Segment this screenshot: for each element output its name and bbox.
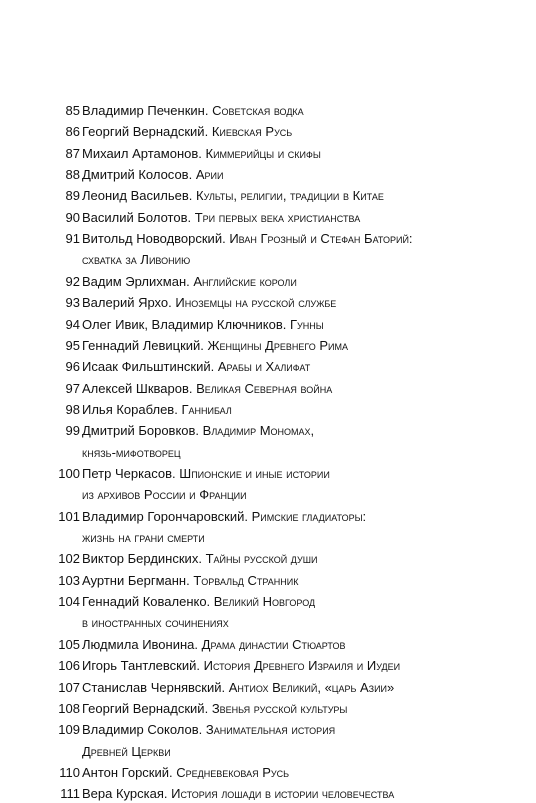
item-number: 102 bbox=[58, 551, 80, 567]
item-line bbox=[82, 357, 310, 376]
item-line bbox=[82, 315, 324, 334]
item-number: 105 bbox=[58, 636, 80, 652]
item-author: Владимир Печенкин. bbox=[82, 103, 209, 118]
item-title: Римские гладиаторы: bbox=[251, 508, 367, 524]
item-author: Геннадий Коваленко. bbox=[82, 594, 211, 610]
item-title: Иноземцы на русской службе bbox=[175, 295, 337, 311]
item-line bbox=[82, 720, 335, 739]
item-title: Великий Новгород bbox=[213, 594, 316, 610]
item-line bbox=[82, 293, 336, 312]
item-number: 88 bbox=[65, 167, 80, 183]
item-title: Киммерийцы и скифы bbox=[205, 145, 321, 161]
item-author: Исаак Фильштинский. bbox=[82, 359, 215, 375]
item-title: Средневековая Русь bbox=[176, 764, 290, 780]
item-title: История Древнего Израиля и Иудеи bbox=[203, 658, 401, 674]
item-title: Арабы и Халифат bbox=[217, 359, 311, 375]
item-line bbox=[82, 101, 304, 120]
item-number: 103 bbox=[58, 572, 80, 588]
item-author: Олег Ивик, Владимир Ключников. bbox=[82, 316, 287, 332]
item-line bbox=[82, 784, 394, 803]
item-title: Занимательная история bbox=[205, 722, 336, 738]
item-title: Звенья русской культуры bbox=[211, 700, 348, 716]
item-line bbox=[82, 272, 297, 291]
item-number: 98 bbox=[65, 401, 80, 417]
item-line bbox=[82, 400, 232, 419]
item-number: 97 bbox=[65, 380, 80, 396]
item-number: 95 bbox=[65, 337, 80, 353]
item-author: Вадим Эрлихман. bbox=[82, 273, 190, 289]
item-number: 104 bbox=[58, 594, 80, 610]
item-author: Владимир Горончаровский. bbox=[82, 508, 248, 524]
item-title: Ганнибал bbox=[181, 401, 232, 417]
item-number: 91 bbox=[65, 231, 80, 247]
item-number: 93 bbox=[65, 295, 80, 311]
item-author: Владимир Соколов. bbox=[82, 722, 203, 738]
item-number: 96 bbox=[65, 359, 80, 375]
item-number: 111 bbox=[60, 786, 80, 802]
item-line bbox=[82, 763, 289, 782]
item-line bbox=[82, 186, 384, 205]
item-title: Женщины Древнего Рима bbox=[207, 337, 348, 353]
item-number: 89 bbox=[65, 188, 80, 204]
item-author: Ауртни Бергманн. bbox=[82, 572, 190, 588]
item-title: Шпионские и иные истории bbox=[179, 466, 330, 481]
item-title: Советская водка bbox=[212, 103, 304, 118]
item-line bbox=[82, 549, 317, 568]
item-line bbox=[82, 464, 330, 483]
item-number: 106 bbox=[58, 658, 80, 674]
item-number: 100 bbox=[58, 466, 80, 481]
item-line bbox=[82, 208, 360, 227]
item-line bbox=[82, 421, 314, 440]
item-author: Илья Кораблев. bbox=[82, 401, 178, 417]
item-number: 99 bbox=[65, 423, 80, 439]
item-number: 108 bbox=[58, 700, 80, 716]
item-title: Великая Северная война bbox=[196, 380, 333, 396]
item-title: Английские короли bbox=[193, 273, 297, 289]
item-line bbox=[82, 592, 315, 611]
item-title: Антиох Великий, «царь Азии» bbox=[228, 679, 395, 695]
item-author: Дмитрий Колосов. bbox=[82, 167, 193, 183]
item-author: Антон Горский. bbox=[82, 764, 173, 780]
item-number: 85 bbox=[65, 103, 80, 118]
item-line bbox=[82, 656, 400, 675]
item-number: 92 bbox=[65, 273, 80, 289]
item-line bbox=[82, 635, 345, 654]
item-line bbox=[82, 165, 223, 184]
item-author: Вера Курская. bbox=[82, 786, 168, 802]
item-author: Игорь Тантлевский. bbox=[82, 658, 200, 674]
item-author: Витольд Новодворский. bbox=[82, 231, 226, 247]
item-author: Василий Болотов. bbox=[82, 209, 192, 225]
item-author: Людмила Ивонина. bbox=[82, 636, 199, 652]
item-title-continuation: из архивов России и Франции bbox=[82, 487, 247, 503]
item-title: Тайны русской души bbox=[205, 551, 318, 567]
item-author: Леонид Васильев. bbox=[82, 188, 193, 204]
item-title-continuation: схватка за Ливонию bbox=[82, 252, 191, 268]
item-number: 87 bbox=[65, 145, 80, 161]
item-number: 107 bbox=[58, 679, 80, 695]
item-line bbox=[82, 699, 347, 718]
item-title: Культы, религии, традиции в Китае bbox=[196, 188, 384, 204]
item-title: Владимир Мономах, bbox=[202, 423, 315, 439]
item-author: Валерий Ярхо. bbox=[82, 295, 172, 311]
item-number: 101 bbox=[58, 508, 80, 524]
item-author: Геннадий Левицкий. bbox=[82, 337, 204, 353]
item-title: Арии bbox=[195, 167, 224, 183]
item-author: Виктор Бердинских. bbox=[82, 551, 202, 567]
item-title: История лошади в истории человечества bbox=[171, 786, 395, 802]
item-line bbox=[82, 379, 332, 398]
item-title: Иван Грозный и Стефан Баторий: bbox=[229, 231, 413, 247]
item-line bbox=[82, 122, 292, 141]
item-title: Киевская Русь bbox=[211, 124, 293, 140]
item-author: Петр Черкасов. bbox=[82, 466, 176, 481]
item-number: 110 bbox=[59, 764, 80, 780]
item-author: Алексей Шкваров. bbox=[82, 380, 193, 396]
item-title-continuation: в иностранных сочинениях bbox=[82, 615, 229, 631]
item-title-continuation: жизнь на грани смерти bbox=[82, 530, 205, 546]
item-line bbox=[82, 507, 366, 526]
item-title: Гунны bbox=[289, 316, 324, 332]
item-title: Торвальд Странник bbox=[193, 572, 299, 588]
item-title: Три первых века христианства bbox=[194, 209, 361, 225]
item-line bbox=[82, 571, 299, 590]
item-title: Драма династии Стюартов bbox=[201, 636, 346, 652]
item-line bbox=[82, 678, 394, 697]
item-title-continuation: Древней Церкви bbox=[82, 743, 171, 759]
item-author: Михаил Артамонов. bbox=[82, 145, 202, 161]
item-number: 86 bbox=[65, 124, 80, 140]
item-number: 109 bbox=[58, 722, 80, 738]
item-number: 94 bbox=[65, 316, 80, 332]
item-number: 90 bbox=[65, 209, 80, 225]
item-author: Георгий Вернадский. bbox=[82, 700, 209, 716]
item-line bbox=[82, 144, 321, 163]
item-line bbox=[82, 229, 413, 248]
item-author: Станислав Чернявский. bbox=[82, 679, 226, 695]
item-author: Дмитрий Боровков. bbox=[82, 423, 200, 439]
item-line bbox=[82, 336, 348, 355]
item-title-continuation: князь-мифотворец bbox=[82, 444, 181, 460]
item-author: Георгий Вернадский. bbox=[82, 124, 209, 140]
